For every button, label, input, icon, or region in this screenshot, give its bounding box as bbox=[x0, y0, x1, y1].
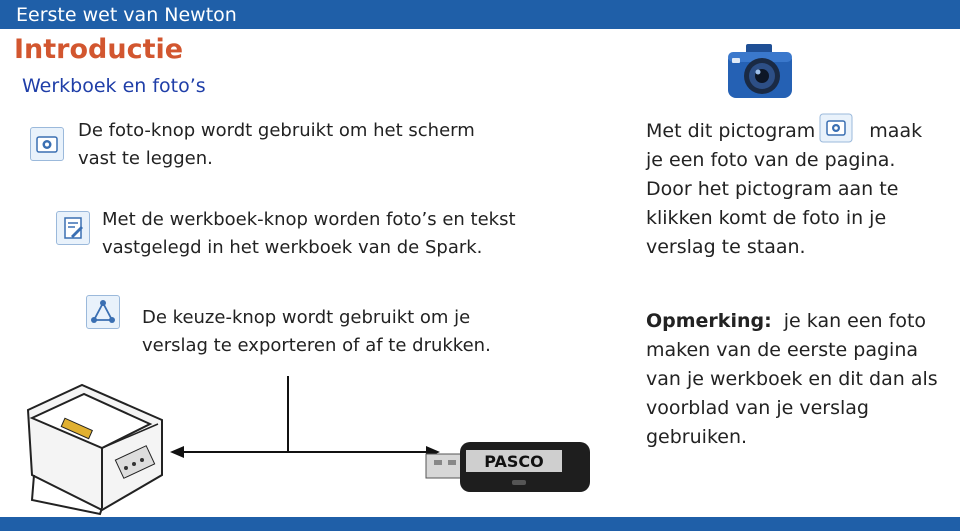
header-bar bbox=[0, 0, 960, 29]
tool-text-line: verslag te exporteren of af te drukken. bbox=[142, 335, 491, 356]
usb-brand-label: PASCO bbox=[484, 452, 544, 471]
instruction-text: Met dit pictogram bbox=[646, 120, 816, 142]
tool-text-line: De keuze-knop wordt gebruikt om je bbox=[142, 307, 471, 328]
page-title: Introductie bbox=[14, 34, 184, 65]
instruction-line: je een foto van de pagina. bbox=[646, 149, 896, 171]
tool-description-share bbox=[142, 304, 491, 360]
note-line: van je werkboek en dit dan als bbox=[646, 368, 938, 390]
footer-bar bbox=[0, 517, 960, 531]
share-button-icon bbox=[86, 295, 120, 329]
tool-text-line: De foto-knop wordt gebruikt om het scherm bbox=[78, 120, 475, 141]
note-label: Opmerking: bbox=[646, 310, 772, 332]
instruction-line: verslag te staan. bbox=[646, 236, 806, 258]
tool-description-camera bbox=[78, 117, 475, 173]
camera-icon bbox=[819, 113, 853, 143]
usb-stick-illustration bbox=[422, 438, 592, 496]
page-subtitle: Werkboek en foto’s bbox=[22, 75, 206, 97]
note-line: maken van de eerste pagina bbox=[646, 339, 919, 361]
tool-description-journal bbox=[102, 206, 516, 262]
camera-photo bbox=[724, 42, 796, 102]
camera-button-icon bbox=[30, 127, 64, 161]
note-line: gebruiken. bbox=[646, 426, 748, 448]
tool-text-line: vast te leggen. bbox=[78, 148, 213, 169]
spark-device-illustration bbox=[22, 380, 167, 517]
note-text: je kan een foto bbox=[783, 310, 927, 332]
note-line: voorblad van je verslag bbox=[646, 397, 869, 419]
journal-button-icon bbox=[56, 211, 90, 245]
instruction-line: klikken komt de foto in je bbox=[646, 207, 887, 229]
header-title: Eerste wet van Newton bbox=[16, 4, 237, 26]
camera-instruction bbox=[646, 113, 922, 262]
connector-arrow bbox=[170, 372, 440, 482]
instruction-text: maak bbox=[869, 120, 923, 142]
note-block bbox=[646, 307, 938, 452]
tool-text-line: vastgelegd in het werkboek van de Spark. bbox=[102, 237, 483, 258]
instruction-line: Door het pictogram aan te bbox=[646, 178, 899, 200]
instruction-first-line bbox=[646, 113, 922, 146]
note-first-line bbox=[646, 307, 938, 336]
tool-text-line: Met de werkboek-knop worden foto’s en tekst bbox=[102, 209, 516, 230]
